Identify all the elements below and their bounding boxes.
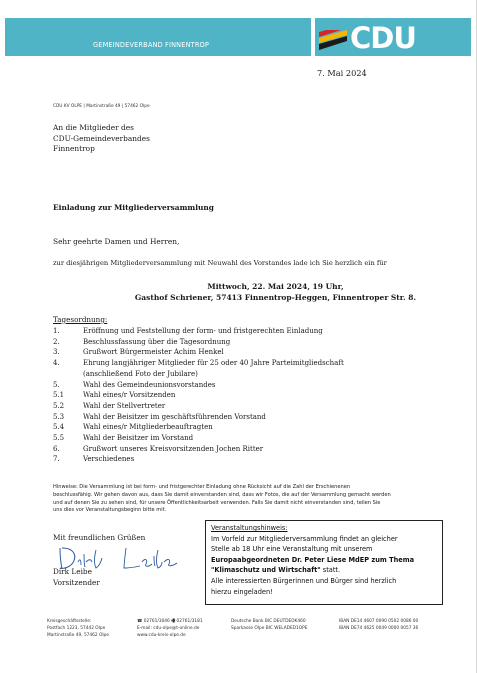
agenda-item — [53, 358, 413, 369]
notice-line — [211, 555, 437, 566]
agenda-item-text: Grußwort Bürgermeister Achim Henkel — [83, 348, 224, 357]
hint-note — [53, 484, 443, 515]
closing: Mit freundlichen Grüßen — [53, 533, 146, 542]
agenda-item-number — [53, 369, 83, 380]
note-line: und auf denen Sie zu sehen sind, für unsere Öffentlichkeitsarbeit verwenden. Falls Sie damit nicht einverstanden sind, teilen Sie — [53, 499, 381, 506]
letter-date: 7. Mai 2024 — [317, 68, 367, 78]
agenda-item-text: Eröffnung und Feststellung der form- und fristgerechten Einladung — [83, 327, 323, 335]
agenda-item-text: Wahl der Beisitzer im geschäftsführenden Vorstand — [83, 412, 266, 421]
agenda-title: Tagesordnung: — [53, 315, 108, 324]
event-notice-box — [205, 520, 443, 605]
footer-office — [47, 618, 109, 639]
notice-line: hierzu eingeladen! — [211, 587, 273, 596]
agenda-item — [53, 412, 413, 423]
footer-website: www.cdu-kreis-olpe.de — [137, 633, 186, 638]
footer-email: E-mail: cdu-olpe@t-online.de — [137, 626, 200, 631]
notice-speaker: Europaabgeordneten Dr. Peter Liese MdEP zum Thema — [211, 555, 415, 564]
greeting: Sehr geehrte Damen und Herren, — [53, 237, 180, 246]
agenda-item — [53, 369, 413, 380]
agenda-item-text: Grußwort unseres Kreisvorsitzenden Jochen Ritter — [83, 444, 264, 453]
footer-line: Sparkasse Olpe BIC WELADED1OPE — [231, 626, 308, 631]
logo-stripes-icon — [319, 30, 347, 50]
notice-line: Alle interessierten Bürgerinnen und Bürger sind herzlich — [211, 576, 397, 585]
footer-contact — [137, 618, 203, 639]
recipient-address — [53, 123, 150, 155]
agenda-item-text: Wahl der Beisitzer im Vorstand — [83, 434, 194, 443]
notice-topic-suffix: statt. — [320, 566, 341, 575]
event-location: Gasthof Schriener, 57413 Finnentrop-Heggen, Finnentroper Str. 8. — [134, 293, 417, 302]
agenda-item — [53, 422, 413, 433]
notice-line: Im Vorfeld zur Mitgliederversammlung findet an gleicher — [211, 534, 398, 543]
agenda-item-number: 2. — [53, 337, 60, 346]
agenda-item — [53, 347, 413, 358]
signer-role: Vorsitzender — [53, 577, 100, 587]
header-band — [5, 18, 311, 56]
notice-topic: "Klimaschutz und Wirtschaft" — [211, 566, 321, 575]
agenda-item-text: Wahl des Gemeindeunionsvorstandes — [83, 380, 216, 389]
footer-line: Deutsche Bank BIC DEUTDEDK460 — [231, 619, 306, 624]
event-date: Mittwoch, 22. Mai 2024, 19 Uhr, — [207, 282, 344, 291]
agenda-item — [53, 454, 413, 465]
footer-line: Postfach 1223, 57442 Olpe — [47, 626, 106, 631]
address-line: Finnentrop — [53, 144, 95, 153]
agenda-item-text: Wahl der Stellvertreter — [83, 401, 166, 410]
agenda-item — [53, 326, 413, 337]
footer-line: IBAN DE14 4607 0090 0502 0086 00 — [339, 619, 419, 624]
cdu-logo — [315, 18, 471, 56]
agenda-item-text: Ehrung langjähriger Mitglieder für 25 oder 40 Jahre Parteimitgliedschaft — [83, 359, 344, 368]
signer-name: Dirk Leibe — [53, 567, 92, 576]
logo-wordmark: CDU — [350, 21, 416, 55]
event-details — [53, 281, 443, 303]
address-line: An die Mitglieder des — [53, 123, 134, 132]
footer-banks — [231, 618, 307, 632]
agenda-item — [53, 401, 413, 412]
notice-line — [211, 565, 437, 576]
subject-line: Einladung zur Mitgliederversammlung — [53, 203, 214, 212]
org-name: GEMEINDEVERBAND FINNENTROP — [93, 41, 210, 49]
agenda-item-number: 6. — [53, 444, 60, 453]
agenda-item-text: Wahl eines/r Vorsitzenden — [83, 391, 176, 400]
footer-line: Martinstraße 49, 57462 Olpe — [47, 633, 109, 638]
agenda-item-number: 5.4 — [53, 423, 65, 432]
agenda-item-number: 5.1 — [53, 391, 65, 400]
footer-ibans — [339, 618, 418, 632]
agenda-item — [53, 433, 413, 444]
agenda-item-number: 5.5 — [53, 434, 65, 443]
intro-text: zur diesjährigen Mitgliederversammlung mit Neuwahl des Vorstandes lade ich Sie herzlich ein für — [53, 259, 387, 267]
signer-block — [53, 567, 100, 588]
notice-title: Veranstaltungshinweis: — [211, 524, 288, 532]
agenda-item-text: Beschlussfassung über die Tagesordnung — [83, 337, 231, 346]
agenda-item-number: 5. — [53, 380, 60, 389]
agenda-item-number: 5.3 — [53, 412, 65, 421]
footer-line: Kreisgeschäftsstelle: — [47, 619, 92, 624]
agenda-item-text: Verschiedenes — [83, 455, 135, 464]
sender-line: CDU KV OLPE | Martinstraße 49 | 57462 Olpe — [53, 104, 150, 109]
agenda-item — [53, 380, 413, 391]
agenda-list — [53, 326, 413, 465]
agenda-item-number: 4. — [53, 359, 60, 368]
agenda-item — [53, 390, 413, 401]
agenda-item-number: 3. — [53, 348, 60, 357]
note-line: uns dies vor Veranstaltungsbeginn bitte mit. — [53, 507, 167, 514]
agenda-item-text: (anschließend Foto der Jubilare) — [83, 369, 198, 378]
agenda-item-number: 5.2 — [53, 401, 65, 410]
agenda-item — [53, 444, 413, 455]
address-line: CDU-Gemeindeverbandes — [53, 133, 150, 143]
footer-phone: ☎ 02761/3046 🖷 02761/3181 — [137, 619, 203, 624]
agenda-item-number: 7. — [53, 455, 60, 464]
footer-line: IBAN DE74 4625 0049 0000 0057 36 — [339, 626, 419, 631]
notice-line: Stelle ab 18 Uhr eine Veranstaltung mit unserem — [211, 545, 373, 554]
agenda-item — [53, 337, 413, 348]
note-line: beschlussfähig. Wir gehen davon aus, dass Sie damit einverstanden sind, dass wir Fotos, die auf der Versammlung gemacht werden — [53, 491, 391, 498]
note-line: Hinweise: Die Versammlung ist bei form- und fristgerechter Einladung ohne Rücksicht auf die Zahl der Erschienenen — [53, 484, 351, 490]
agenda-item-number: 1. — [53, 327, 60, 335]
agenda-item-text: Wahl eines/r Mitgliederbeauftragten — [83, 423, 213, 432]
